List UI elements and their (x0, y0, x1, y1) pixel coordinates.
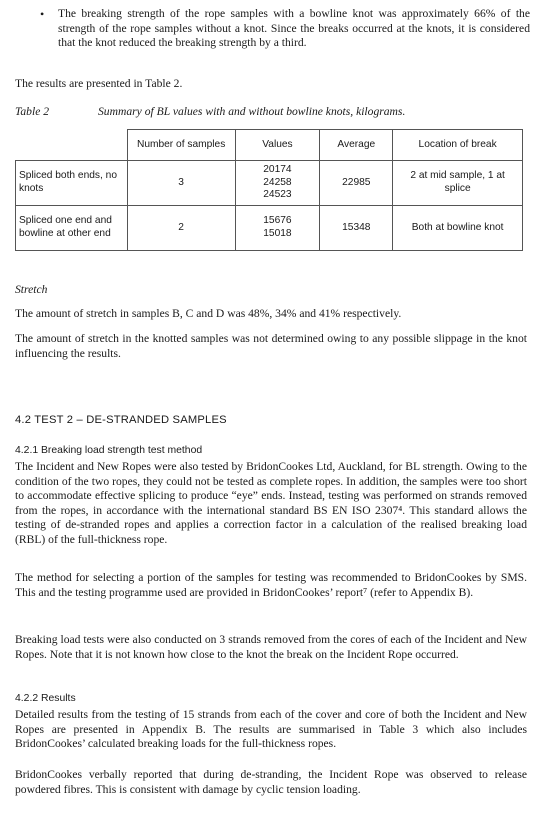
value-item: 20174 (263, 164, 292, 176)
table-cell-average: 22985 (320, 161, 393, 206)
table-cell-values (235, 206, 320, 251)
value-item: 15018 (263, 228, 292, 239)
section-heading: 4.2 TEST 2 – DE-STRANDED SAMPLES (15, 414, 227, 426)
bullet-symbol: • (40, 7, 45, 21)
table-cell-number: 3 (127, 161, 235, 206)
subsection-heading: 4.2.2 Results (15, 693, 76, 704)
bullet-text: The breaking strength of the rope samples with a bowline knot was approximately 66% of the strength of the rope samples without a knot. Since the breaks occurred at the knots, it is considered that the knot reduced the breaking strength by a third. (58, 7, 530, 50)
table-header-row (16, 130, 523, 161)
value-item: 24523 (263, 189, 292, 201)
table-header: Location of break (393, 130, 523, 161)
stretch-paragraph-2: The amount of stretch in the knotted samples was not determined owing to any possible slippage in the knot influencing the results. (15, 332, 527, 360)
results-paragraph-1: Detailed results from the testing of 15 strands from each of the cover and core of both the Incident and New Ropes are presented in Appendix B. The results are summarised in Table 3 which also includes BridonCookes’ calculated breaking loads for the full-thickness ropes. (15, 708, 527, 751)
table-cell-values (235, 161, 320, 206)
table-row (16, 206, 523, 251)
stretch-paragraph-1: The amount of stretch in samples B, C and D was 48%, 34% and 41% respectively. (15, 307, 402, 320)
table-title: Summary of BL values with and without bowline knots, kilograms. (98, 105, 406, 118)
table-cell-location: Both at bowline knot (393, 206, 523, 251)
value-item: 24258 (263, 176, 292, 188)
results-intro: The results are presented in Table 2. (15, 77, 183, 90)
method-paragraph-3: Breaking load tests were also conducted on 3 strands removed from the cores of each of the Incident and New Ropes. Note that it is not known how close to the knot the break on the Incident Rope occurred. (15, 633, 527, 661)
results-paragraph-2: BridonCookes verbally reported that during de-stranding, the Incident Rope was observed to release powdered fibres. This is consistent with damage by cyclic tension loading. (15, 768, 527, 796)
table-header: Values (235, 130, 320, 161)
table-cell-location: 2 at mid sample, 1 at splice (393, 161, 523, 206)
table-label: Table 2 (15, 105, 50, 118)
table-header (16, 130, 128, 161)
stretch-heading: Stretch (15, 283, 48, 296)
table-cell-average: 15348 (320, 206, 393, 251)
value-item: 15676 (263, 215, 292, 227)
table-header: Number of samples (127, 130, 235, 161)
table-row (16, 161, 523, 206)
method-paragraph-2: The method for selecting a portion of the samples for testing was recommended to BridonCookes by SMS. This and the testing programme used are provided in BridonCookes’ report⁷ (refer to Appendix B). (15, 571, 527, 599)
table-cell-number: 2 (127, 206, 235, 251)
table-cell-description: Spliced one end and bowline at other end (16, 206, 128, 251)
method-paragraph-1: The Incident and New Ropes were also tested by BridonCookes Ltd, Auckland, for BL strength. Owing to the condition of the two ropes, they could not be tested as complete ropes. In addition, the samples were too short to accommodate effective splicing to produce “eye” ends. Instead, testing was performed on strands removed from the ropes, in accordance with the international standard BS EN ISO 2307⁴. This standard allows the testing of de-stranded ropes and applies a correction factor in a calculation of the realised breaking load (RBL) of the full-thickness rope. (15, 460, 527, 546)
table-header: Average (320, 130, 393, 161)
table-cell-description: Spliced both ends, no knots (16, 161, 128, 206)
subsection-heading: 4.2.1 Breaking load strength test method (15, 445, 203, 456)
summary-table (15, 129, 523, 251)
